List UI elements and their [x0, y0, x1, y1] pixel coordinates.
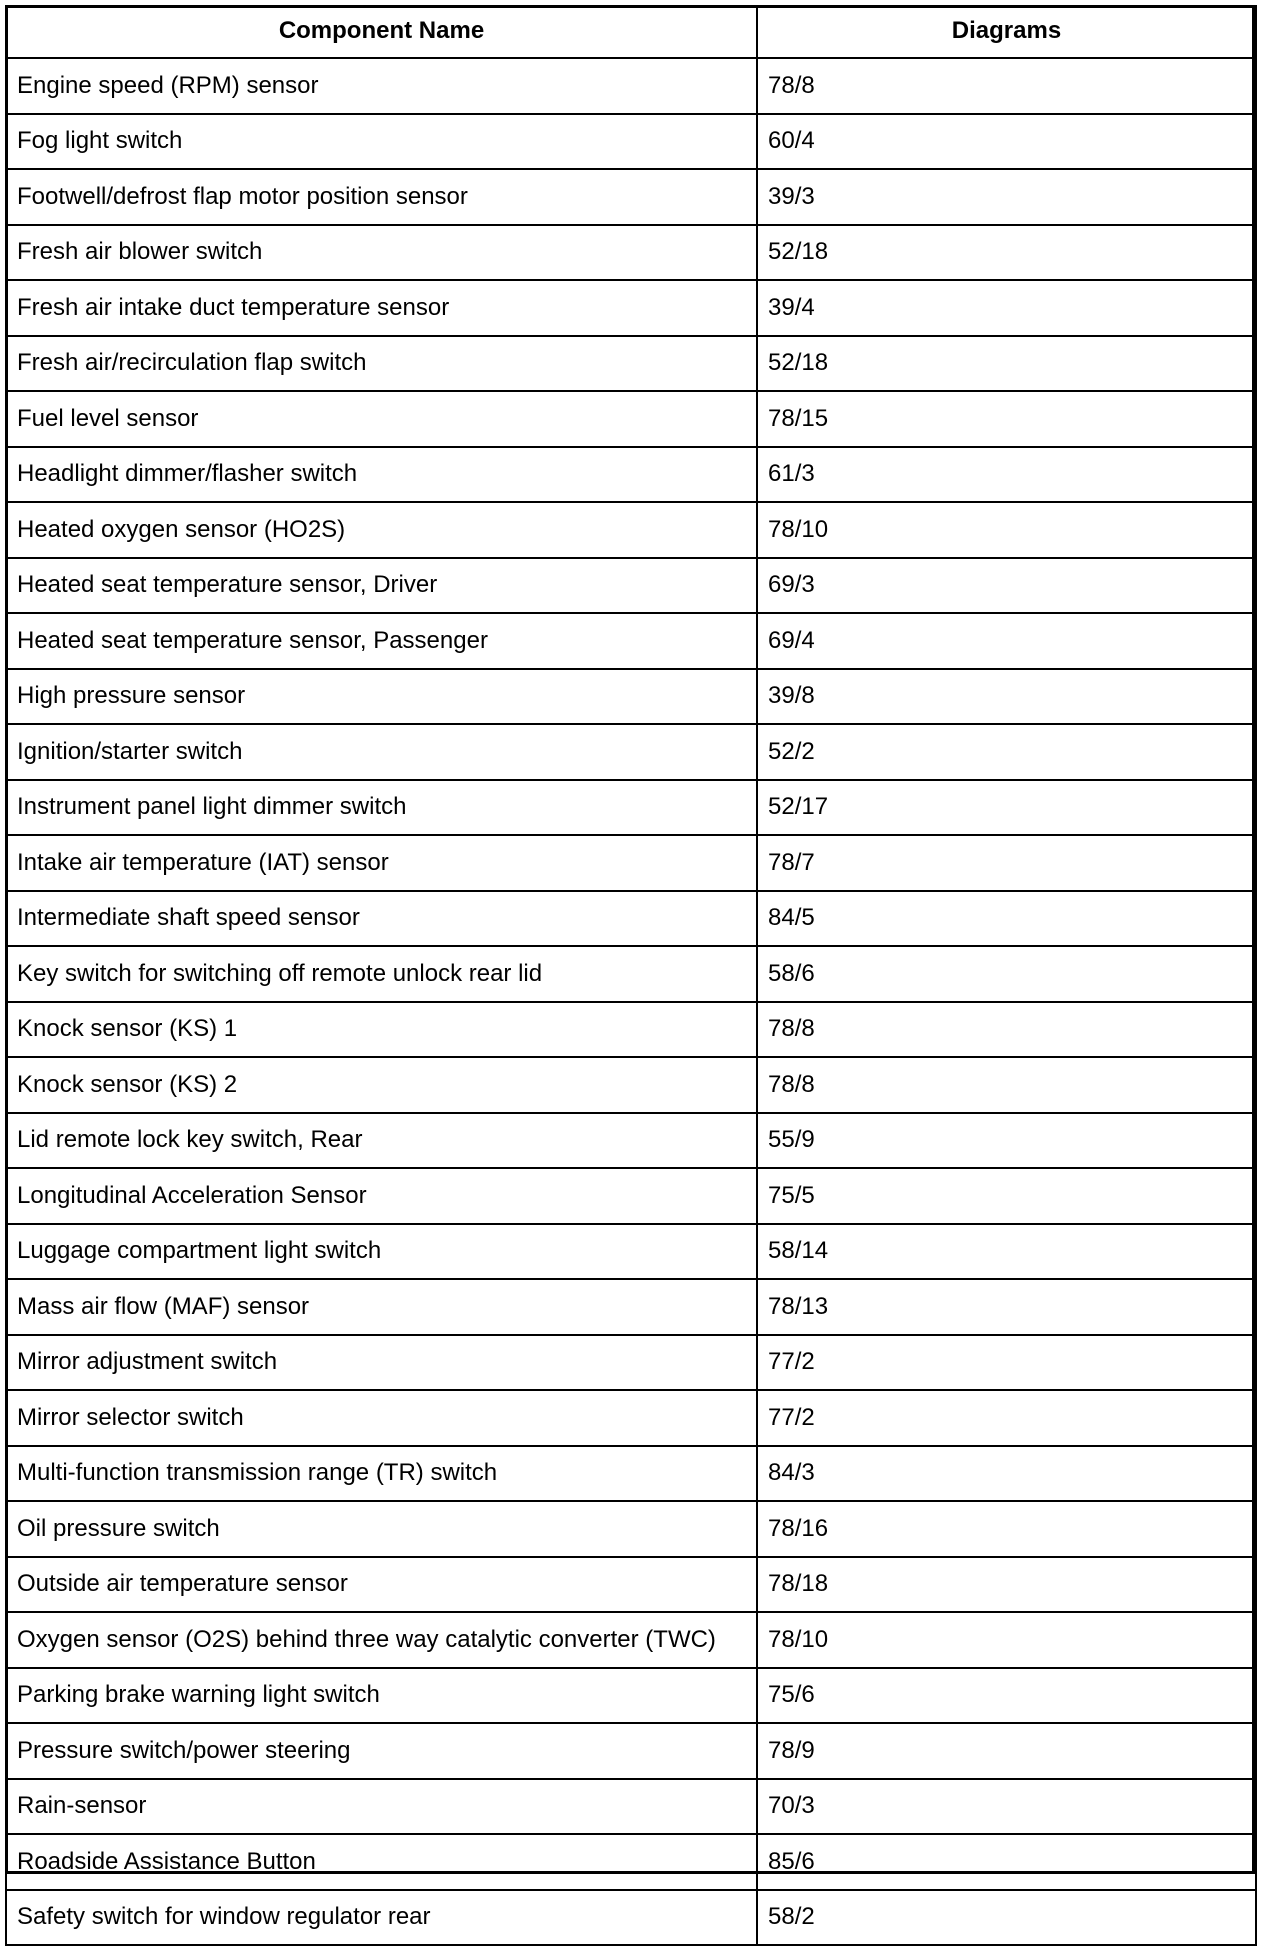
component-name-cell: Key switch for switching off remote unlock rear lid	[6, 946, 757, 1002]
diagram-reference-cell: 52/18	[757, 336, 1256, 392]
component-name-cell: Engine speed (RPM) sensor	[6, 58, 757, 114]
diagram-reference-cell: 69/3	[757, 558, 1256, 614]
table-row	[6, 1168, 1256, 1224]
diagram-reference-cell: 78/10	[757, 1612, 1256, 1668]
diagram-reference-cell: 78/16	[757, 1501, 1256, 1557]
component-name-cell: Rain-sensor	[6, 1779, 757, 1835]
table-row	[6, 58, 1256, 114]
diagram-reference-cell: 78/7	[757, 835, 1256, 891]
component-name-cell: Heated seat temperature sensor, Passenger	[6, 613, 757, 669]
component-name-cell: Intermediate shaft speed sensor	[6, 891, 757, 947]
diagram-reference-cell: 52/18	[757, 225, 1256, 281]
component-name-cell: Mirror adjustment switch	[6, 1335, 757, 1391]
column-header-diagrams: Diagrams	[757, 6, 1256, 58]
table-row	[6, 1335, 1256, 1391]
component-name-cell: Multi-function transmission range (TR) switch	[6, 1446, 757, 1502]
component-name-cell: Parking brake warning light switch	[6, 1668, 757, 1724]
diagram-reference-cell: 78/8	[757, 1002, 1256, 1058]
component-name-cell: Footwell/defrost flap motor position sensor	[6, 169, 757, 225]
component-name-cell: Safety switch for window regulator rear	[6, 1890, 757, 1946]
table-header-row	[6, 6, 1256, 58]
component-name-cell: Mirror selector switch	[6, 1390, 757, 1446]
component-name-cell: Intake air temperature (IAT) sensor	[6, 835, 757, 891]
component-name-cell: Outside air temperature sensor	[6, 1557, 757, 1613]
diagram-reference-cell: 84/3	[757, 1446, 1256, 1502]
table-row	[6, 1723, 1256, 1779]
diagram-reference-cell: 78/8	[757, 1057, 1256, 1113]
component-name-cell: Mass air flow (MAF) sensor	[6, 1279, 757, 1335]
table-row	[6, 891, 1256, 947]
component-name-cell: Instrument panel light dimmer switch	[6, 780, 757, 836]
diagram-reference-cell: 77/2	[757, 1390, 1256, 1446]
table-row	[6, 114, 1256, 170]
component-name-cell: Ignition/starter switch	[6, 724, 757, 780]
diagram-reference-cell: 75/6	[757, 1668, 1256, 1724]
table-row	[6, 835, 1256, 891]
component-name-cell: Fresh air intake duct temperature sensor	[6, 280, 757, 336]
diagram-reference-cell: 75/5	[757, 1168, 1256, 1224]
component-name-cell: Roadside Assistance Button	[6, 1834, 757, 1890]
table-row	[6, 169, 1256, 225]
component-name-cell: Pressure switch/power steering	[6, 1723, 757, 1779]
diagram-reference-cell: 58/6	[757, 946, 1256, 1002]
component-name-cell: Luggage compartment light switch	[6, 1224, 757, 1280]
table-row	[6, 1890, 1256, 1946]
diagram-reference-cell: 58/2	[757, 1890, 1256, 1946]
component-name-cell: Headlight dimmer/flasher switch	[6, 447, 757, 503]
component-name-cell: Fuel level sensor	[6, 391, 757, 447]
table-row	[6, 336, 1256, 392]
table-row	[6, 780, 1256, 836]
diagram-reference-cell: 78/18	[757, 1557, 1256, 1613]
table-row	[6, 1501, 1256, 1557]
diagram-reference-cell: 78/15	[757, 391, 1256, 447]
component-name-cell: Fresh air blower switch	[6, 225, 757, 281]
component-name-cell: Lid remote lock key switch, Rear	[6, 1113, 757, 1169]
diagram-reference-cell: 78/8	[757, 58, 1256, 114]
component-table-container	[5, 5, 1255, 1931]
table-row	[6, 558, 1256, 614]
diagram-reference-cell: 77/2	[757, 1335, 1256, 1391]
component-name-cell: Oxygen sensor (O2S) behind three way catalytic converter (TWC)	[6, 1612, 757, 1668]
diagram-reference-cell: 78/10	[757, 502, 1256, 558]
table-row	[6, 1834, 1256, 1890]
table-row	[6, 1057, 1256, 1113]
table-row	[6, 391, 1256, 447]
table-row	[6, 225, 1256, 281]
component-name-cell: Heated oxygen sensor (HO2S)	[6, 502, 757, 558]
table-row	[6, 1446, 1256, 1502]
table-row	[6, 1002, 1256, 1058]
table-row	[6, 613, 1256, 669]
diagram-reference-cell: 39/3	[757, 169, 1256, 225]
diagram-reference-cell: 70/3	[757, 1779, 1256, 1835]
component-name-cell: Fresh air/recirculation flap switch	[6, 336, 757, 392]
table-row	[6, 1557, 1256, 1613]
component-name-cell: Knock sensor (KS) 2	[6, 1057, 757, 1113]
component-name-cell: Fog light switch	[6, 114, 757, 170]
table-row	[6, 1612, 1256, 1668]
diagram-reference-cell: 85/6	[757, 1834, 1256, 1890]
diagram-reference-cell: 78/13	[757, 1279, 1256, 1335]
table-row	[6, 447, 1256, 503]
component-name-cell: Longitudinal Acceleration Sensor	[6, 1168, 757, 1224]
component-diagrams-table	[5, 5, 1257, 1946]
table-row	[6, 1779, 1256, 1835]
table-row	[6, 280, 1256, 336]
diagram-reference-cell: 58/14	[757, 1224, 1256, 1280]
diagram-reference-cell: 52/17	[757, 780, 1256, 836]
table-row	[6, 1668, 1256, 1724]
component-name-cell: High pressure sensor	[6, 669, 757, 725]
table-body	[6, 58, 1256, 1945]
table-row	[6, 502, 1256, 558]
table-row	[6, 946, 1256, 1002]
diagram-reference-cell: 60/4	[757, 114, 1256, 170]
diagram-reference-cell: 78/9	[757, 1723, 1256, 1779]
table-row	[6, 1390, 1256, 1446]
diagram-reference-cell: 61/3	[757, 447, 1256, 503]
diagram-reference-cell: 55/9	[757, 1113, 1256, 1169]
table-row	[6, 1279, 1256, 1335]
diagram-reference-cell: 52/2	[757, 724, 1256, 780]
component-name-cell: Knock sensor (KS) 1	[6, 1002, 757, 1058]
diagram-reference-cell: 84/5	[757, 891, 1256, 947]
diagram-reference-cell: 39/4	[757, 280, 1256, 336]
component-name-cell: Heated seat temperature sensor, Driver	[6, 558, 757, 614]
table-row	[6, 1224, 1256, 1280]
component-name-cell: Oil pressure switch	[6, 1501, 757, 1557]
column-header-component-name: Component Name	[6, 6, 757, 58]
table-row	[6, 1113, 1256, 1169]
table-row	[6, 724, 1256, 780]
table-row	[6, 669, 1256, 725]
diagram-reference-cell: 39/8	[757, 669, 1256, 725]
diagram-reference-cell: 69/4	[757, 613, 1256, 669]
